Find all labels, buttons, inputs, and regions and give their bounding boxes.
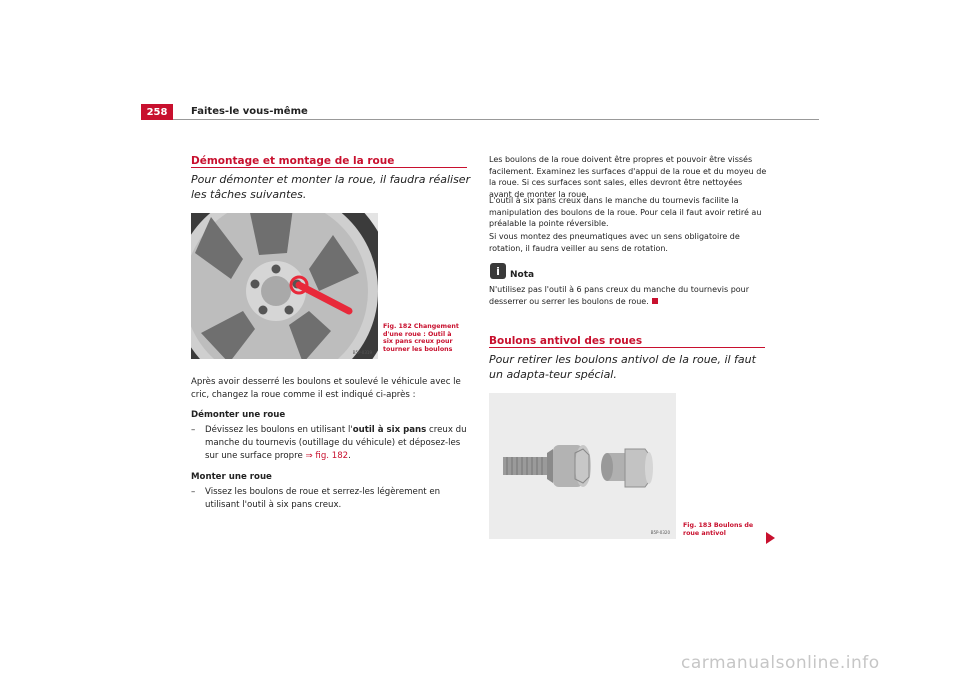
paragraph-hex-tool: L'outil à six pans creux dans le manche du tournevis facilite la manipulation des boulons de la roue. Pour cela il faut avoir retiré au préalable la pointe réversible. xyxy=(489,196,762,228)
info-icon: i xyxy=(490,263,506,279)
step-text-bold: outil à six pans xyxy=(352,425,427,435)
subheading-dismount: Démonter une roue xyxy=(191,410,286,420)
section-rule xyxy=(191,167,467,168)
step-text: Vissez les boulons de roue et serrez-les légèrement en utilisant l'outil à six pans creux. xyxy=(205,487,441,510)
figure-ref-link[interactable]: ⇒ fig. 182 xyxy=(305,451,349,461)
watermark: carmanualsonline.info xyxy=(681,653,880,673)
step-mount xyxy=(191,486,471,512)
figure-code: B5P-0320 xyxy=(650,530,670,535)
page-number: 258 xyxy=(141,104,173,120)
step-text xyxy=(205,424,471,463)
next-page-arrow-icon[interactable] xyxy=(766,532,775,544)
nota-label: Nota xyxy=(510,270,535,280)
step-text-a: Dévissez les boulons en utilisant l' xyxy=(205,425,353,435)
figure-antitheft-bolts xyxy=(489,393,676,539)
section-title-wheel: Démontage et montage de la roue xyxy=(191,155,395,167)
step-dismount xyxy=(191,424,471,463)
figure-wheel-change xyxy=(191,213,378,359)
step-text-b: creux du manche du tournevis (outillage du véhicule) et déposez-les sur une surface propre xyxy=(205,425,467,461)
paragraph-clean-bolts: Les boulons de la roue doivent être propres et pouvoir être vissés facilement. Examinez les surfaces d'appui de la roue et du moyeu de la roue. Si ces surfaces sont sales, elles devront être nettoyées avant de monter la roue. xyxy=(489,155,767,199)
figure-caption-182: Fig. 182 Changement d'une roue : Outil à six pans creux pour tourner les boulons xyxy=(383,323,459,353)
section-rule xyxy=(489,347,765,348)
step-dash: – xyxy=(191,487,196,497)
step-dash: – xyxy=(191,425,196,435)
running-title: Faites-le vous-même xyxy=(191,106,308,117)
nota-text-body: N'utilisez pas l'outil à 6 pans creux du manche du tournevis pour desserrer ou serrer les boulons de roue. xyxy=(489,285,750,306)
end-marker xyxy=(652,298,658,304)
figure-caption-183: Fig. 183 Boulons de roue antivol xyxy=(683,522,754,537)
step-text-end: . xyxy=(348,451,351,461)
nota-text xyxy=(489,284,767,307)
paragraph-rotation: Si vous montez des pneumatiques avec un sens obligatoire de rotation, il faudra veiller au sens de rotation. xyxy=(489,232,740,253)
figure-code: B5P-0319 xyxy=(352,350,372,355)
subheading-mount: Monter une roue xyxy=(191,472,272,482)
section-title-antitheft: Boulons antivol des roues xyxy=(489,335,643,347)
header-rule xyxy=(173,119,819,120)
wheel-illustration xyxy=(191,213,378,359)
section-intro-wheel: Pour démonter et monter la roue, il faudra réaliser les tâches suivantes. xyxy=(191,173,471,201)
lead-paragraph: Après avoir desserré les boulons et soulevé le véhicule avec le cric, changez la roue comme il est indiqué ci-après : xyxy=(191,377,461,400)
antitheft-bolts-illustration xyxy=(489,393,676,539)
section-intro-antitheft: Pour retirer les boulons antivol de la roue, il faut un adapta-teur spécial. xyxy=(489,353,756,381)
